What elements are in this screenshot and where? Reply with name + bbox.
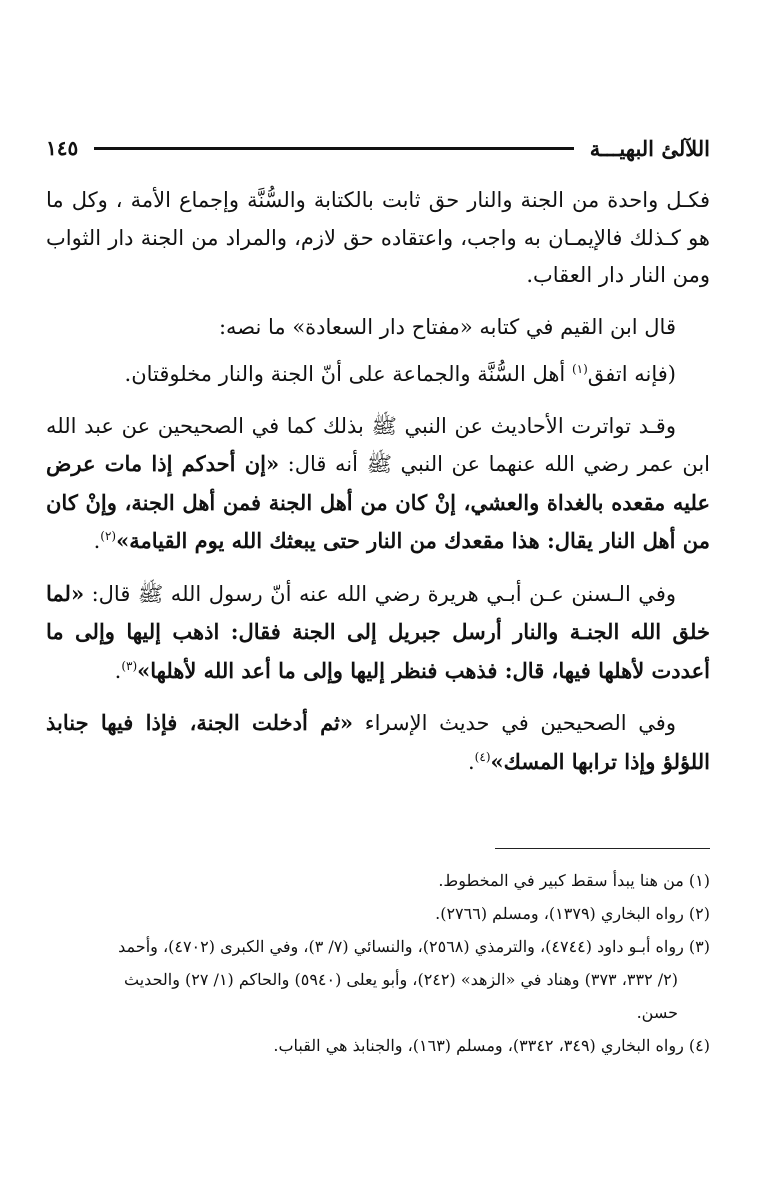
paragraph-end: . [93, 529, 101, 553]
main-text [46, 182, 710, 795]
header-rule [94, 147, 573, 150]
footnote-3: (٣) رواه أبـو داود (٤٧٤٤)، والترمذي (٢٥٦٨)، والنسائي (٧/ ٣)، وفي الكبرى (٤٧٠٢)، وأحمد [118, 937, 710, 956]
footnote-separator [495, 848, 710, 849]
paragraph-1 [46, 182, 710, 295]
footnote-ref-3: (٣) [121, 658, 138, 673]
paragraph-text: وقـد تواترت الأحاديث عن النبي ﷺ بذلك كما في الصحيحين عن عبد الله ابن عمر رضي الله عنهما عن النبي ﷺ أنه قال: [46, 413, 710, 476]
paragraph-end: . [467, 749, 475, 774]
footnote-3-continued: (٢/ ٣٣٢، ٣٧٣) وهناد في «الزهد» (٢٤٢)، وأبو يعلى (٥٩٤٠) والحاكم (١/ ٢٧) والحديث [124, 970, 678, 989]
paragraph-6 [46, 704, 710, 781]
paragraph-5 [46, 575, 710, 691]
page-number: ١٤٥ [46, 136, 79, 160]
footnote-ref-1: (١) [571, 362, 588, 376]
footnote-3-end: حسن. [636, 1003, 678, 1022]
footnote-ref-2: (٢) [100, 529, 117, 543]
footnote-ref-4: (٤) [474, 749, 491, 764]
footnote-1: (١) من هنا يبدأ سقط كبير في المخطوط. [438, 871, 710, 890]
paragraph-4 [46, 408, 710, 561]
paragraph-3 [46, 356, 710, 394]
hadith-quote: «لما خلق الله الجنـة والنار أرسل جبريل إلى الجنة فقال: اذهب إليها وإلى ما أعددت لأهلها فيها، قال: فذهب فنظر إليها وإلى ما أعد الله لأهلها» [46, 580, 710, 683]
footnote-4: (٤) رواه البخاري (٣٤٩، ٣٣٤٢)، ومسلم (١٦٣)، والجنابذ هي القباب. [273, 1036, 710, 1055]
footnote-2: (٢) رواه البخاري (١٣٧٩)، ومسلم (٢٧٦٦). [435, 904, 710, 923]
hadith-quote: «إن أحدكم إذا مات عرض عليه مقعده بالغداة والعشي، إنْ كان من أهل الجنة فمن أهل الجنة، وإنْ كان من أهل النار يقال: هذا مقعدك من النار حتى يبعثك الله يوم القيامة» [46, 451, 710, 553]
paragraph-text: قال ابن القيم في كتابه «مفتاح دار السعادة» ما نصه: [218, 314, 676, 339]
paragraph-text: وفي الصحيحين في حديث الإسراء [353, 711, 676, 735]
paragraph-2 [46, 309, 710, 347]
footnotes [46, 864, 710, 1062]
page-header [46, 128, 710, 168]
paragraph-end: . [114, 658, 122, 683]
running-title: اللآلئ البهيـــة [589, 135, 710, 161]
paragraph-text: أهل السُّنَّة والجماعة على أنّ الجنة والنار مخلوقتان. [124, 362, 572, 386]
paragraph-text: وفي الـسنن عـن أبـي هريرة رضي الله عنه أنّ رسول الله ﷺ قال: [84, 581, 676, 606]
hadith-quote: «ثم أدخلت الجنة، فإذا فيها جنابذ اللؤلؤ وإذا ترابها المسك» [46, 710, 710, 774]
paragraph-text: فكـل واحدة من الجنة والنار حق ثابت بالكتابة والسُّنَّة وإجماع الأمة ، وكل ما هو كـذلك فالإيمـان به واجب، واعتقاده حق لازم، والمراد من الجنة دار الثواب ومن النار دار العقاب. [46, 188, 710, 287]
paragraph-text: (فإنه اتفق [587, 362, 676, 386]
